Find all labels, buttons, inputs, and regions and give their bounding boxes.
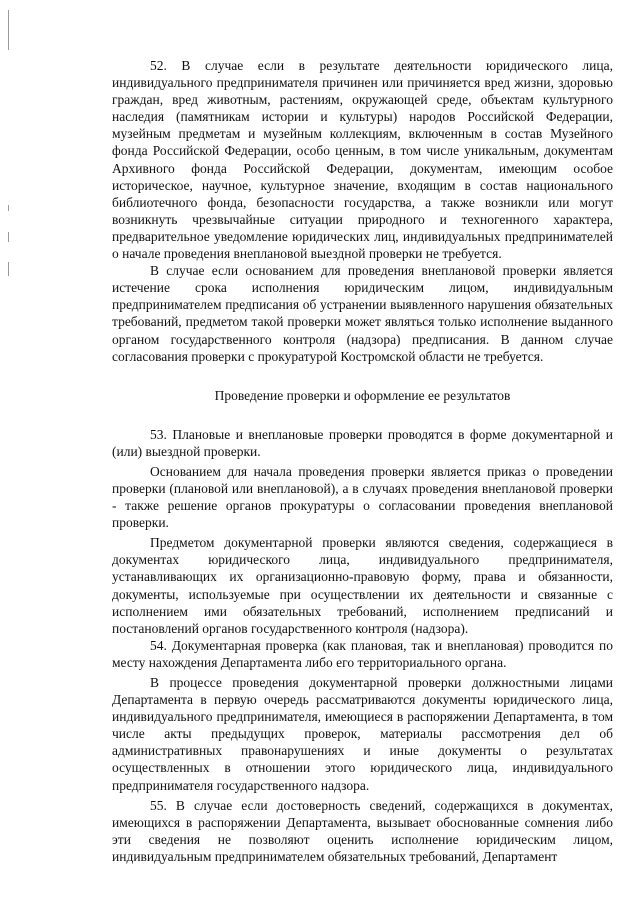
- paragraph-54-process: В процессе проведения документарной проверки должностными лицами Департамента в первую очередь рассматриваются документы юридического лица, индивидуального предпринимателя, имеющиеся в распоряжении Департамента, в том числе акты предыдущих проверок, материалы рассмотрения дел об административных правонарушениях и иные документы о результатах осуществленных в отношении этого юридического лица, индивидуального предпринимателя государственного надзора.: [112, 675, 613, 793]
- paragraph-53-basis: Основанием для начала проведения проверки является приказ о проведении проверки (плановой или внеплановой), а в случаях проведения внеплановой проверки - также решение органов прокуратуры о согласовании проведения внеплановой проверки.: [112, 463, 613, 531]
- paragraph-54: 54. Документарная проверка (как плановая, так и внеплановая) проводится по месту нахождения Департамента либо его территориального органа.: [112, 637, 613, 670]
- scan-edge-mark: [8, 232, 9, 242]
- paragraph-52: 52. В случае если в результате деятельности юридического лица, индивидуального предпринимателя причинен или причиняется вред жизни, здоровью граждан, вред животным, растениям, окружающей среде, объектам культурного наследия (памятникам истории и культуры) народов Российской Федерации, музейным предметам и музейным коллекциям, включенным в состав Музейного фонда Российской Федерации, особо ценным, в том числе уникальным, документам Архивного фонда Российской Федерации, документам, имеющим особое историческое, научное, культурное значение, входящим в состав национального библиотечного фонда, безопасности государства, а также возникли или могут возникнуть чрезвычайные ситуации природного и техногенного характера, предварительное уведомление юридических лиц, индивидуальных предпринимателей о начале проведения внеплановой выездной проверки не требуется.: [112, 58, 613, 262]
- scan-edge-mark: [8, 10, 9, 50]
- section-heading: Проведение проверки и оформление ее результатов: [214, 387, 511, 403]
- scan-edge-mark: [8, 205, 9, 211]
- paragraph-53-subject: Предметом документарной проверки являются сведения, содержащиеся в документах юридического лица, индивидуального предпринимателя, устанавливающих их организационно-правовую форму, права и обязанности, документы, используемые при осуществлении их деятельности и связанные с исполнением ими обязательных требований, исполнением предписаний и постановлений органов государственного контроля (надзора).: [112, 535, 613, 636]
- scan-edge-marks: [8, 0, 10, 905]
- paragraph-55: 55. В случае если достоверность сведений, содержащихся в документах, имеющихся в распоряжении Департамента, вызывает обоснованные сомнения либо эти сведения не позволяют оценить исполнение юридическим лицом, индивидуальным предпринимателем обязательных требований, Департамент: [112, 797, 613, 864]
- document-body: [112, 57, 613, 865]
- paragraph-53: 53. Плановые и внеплановые проверки проводятся в форме документарной и (или) выездной проверки.: [112, 426, 613, 459]
- paragraph-52-note: В случае если основанием для проведения внеплановой проверки является истечение срока исполнения юридическим лицом, индивидуальным предпринимателем предписания об устранении выявленного нарушения обязательных требований, предметом такой проверки может являться только исполнение выданного органом государственного контроля (надзора) предписания. В данном случае согласования проверки с прокуратурой Костромской области не требуется.: [112, 263, 613, 364]
- scan-edge-mark: [8, 262, 9, 276]
